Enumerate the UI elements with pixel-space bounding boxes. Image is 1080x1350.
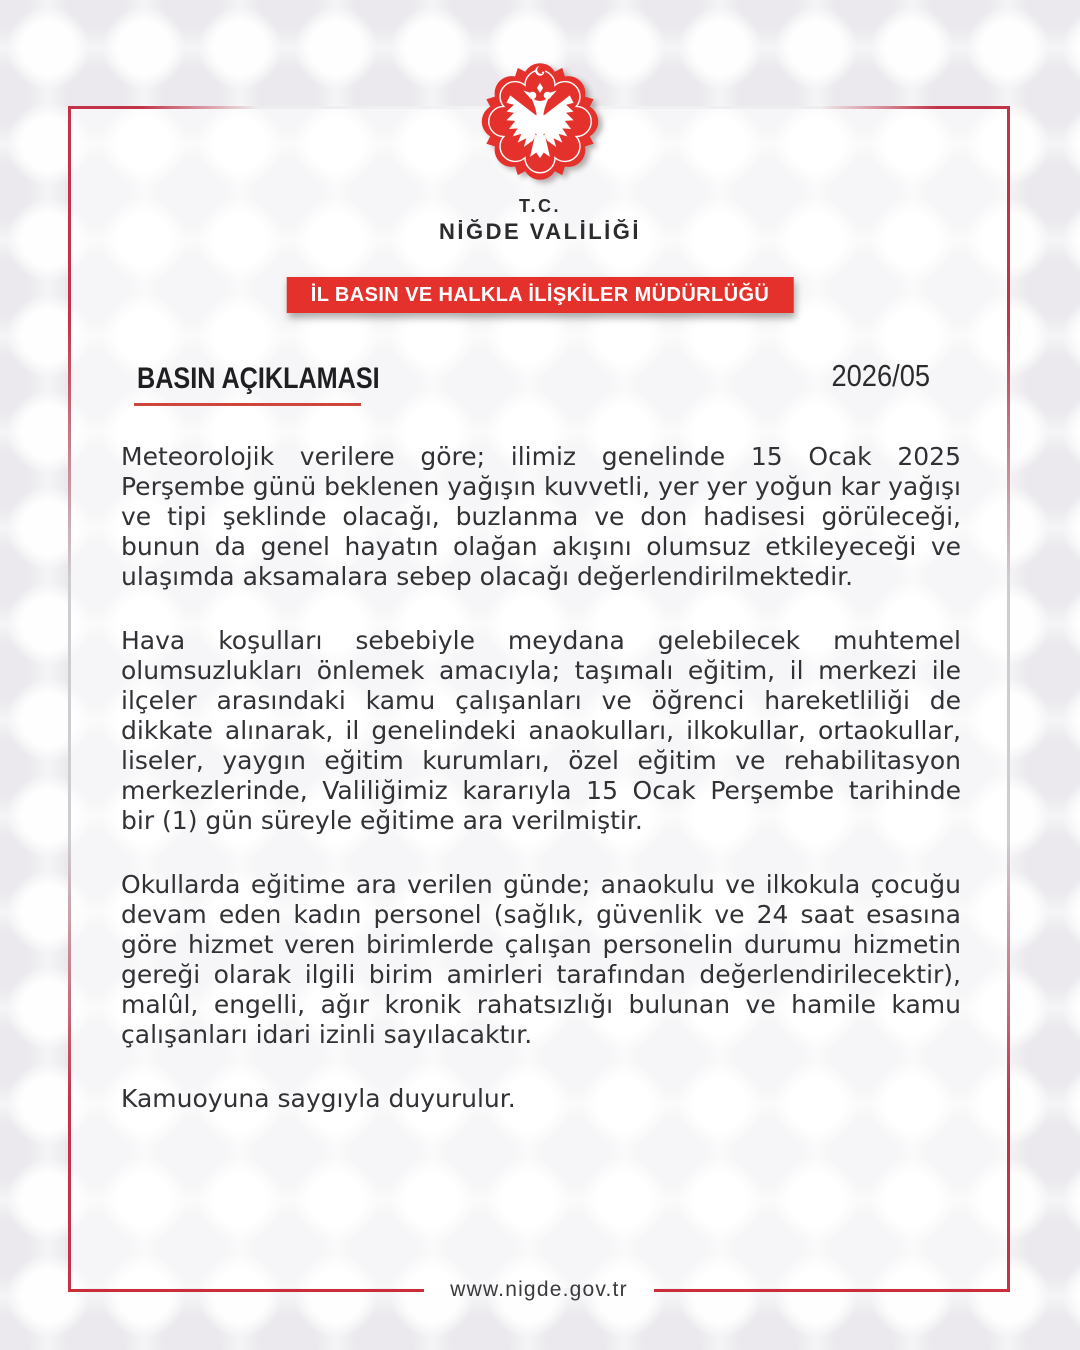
website-link[interactable]: www.nigde.gov.tr (450, 1278, 628, 1301)
double-headed-eagle-emblem-icon (473, 54, 608, 189)
org-name: NİĞDE VALİLİĞİ (438, 219, 642, 244)
frame-left-border (68, 106, 71, 1290)
press-release-paragraph: Meteorolojik verilere göre; ilimiz genelinde 15 Ocak 2025 Perşembe günü beklenen yağışın kuvvetli, yer yer yoğun kar yağışı ve tipi şeklinde olacağı, buzlanma ve don hadisesi görüleceği, bunun da genel hayatın olağan akışını olumsuz etkileyeceği ve ulaşımda aksamalara sebep olacağı değerlendirilmektedir. (121, 442, 961, 591)
footer (68, 1274, 1010, 1306)
press-release-body (121, 442, 961, 1148)
press-release-paragraph: Okullarda eğitime ara verilen günde; anaokulu ve ilkokula çocuğu devam eden kadın personel (sağlık, güvenlik ve 24 saat esasına göre hizmet veren birimlerde çalışan personelin durumu hizmetin gereği olarak ilgili birim amirleri tarafından değerlendirilecektir), malûl, engelli, ağır kronik rahatsızlığı bulunan ve hamile kamu çalışanları idari izinli sayılacaktır. (121, 870, 961, 1049)
press-release-paragraph: Hava koşulları sebebiyle meydana gelebilecek muhtemel olumsuzlukları önlemek amacıyla; taşımalı eğitim, il merkezi ile ilçeler arasındaki kamu çalışanları ve öğrenci hareketliliği de dikkate alınarak, il genelindeki anaokulları, ilkokullar, ortaokullar, liseler, yaygın eğitim kurumları, özel eğitim ve rehabilitasyon merkezlerinde, Valiliğimiz kararıyla 15 Ocak Perşembe tarihinde bir (1) gün süreyle eğitime ara verilmiştir. (121, 626, 961, 835)
org-prefix: T.C. (518, 196, 561, 216)
reference-number: 2026/05 (831, 358, 930, 393)
title-underline (134, 403, 361, 406)
press-release-paragraph: Kamuoyuna saygıyla duyurulur. (121, 1084, 516, 1113)
department-banner: İL BASIN VE HALKLA İLİŞKİLER MÜDÜRLÜĞÜ (287, 277, 794, 313)
footer-divider-right (654, 1289, 1010, 1292)
frame-right-border (1007, 106, 1010, 1290)
page-title: BASIN AÇIKLAMASI (137, 362, 380, 395)
footer-divider-left (68, 1289, 424, 1292)
